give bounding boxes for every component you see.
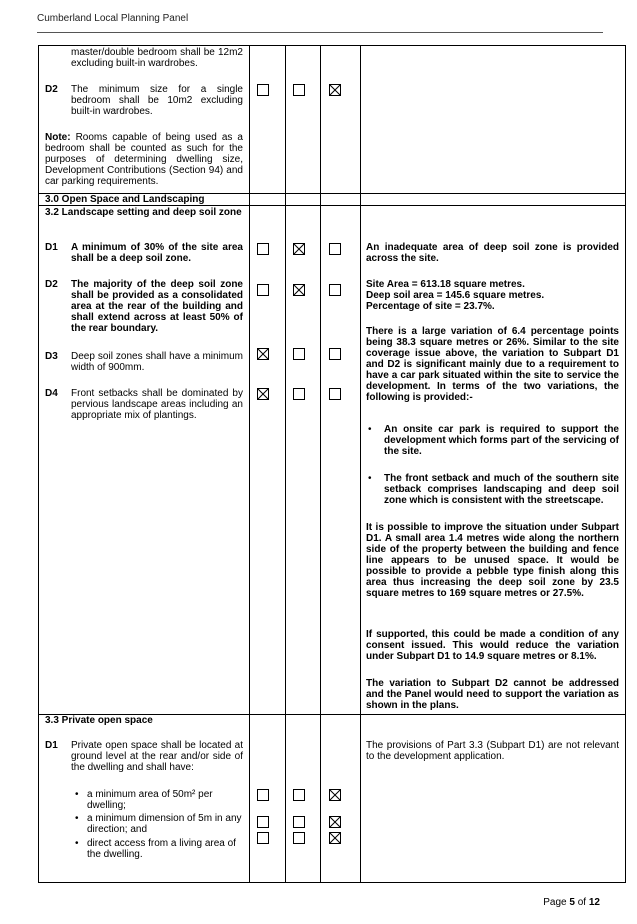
page-prefix: Page [543, 897, 567, 908]
bedroom-d2-id: D2 [45, 84, 58, 95]
checkbox-ls-d1-na[interactable] [329, 243, 341, 255]
pos-d1-id: D1 [45, 740, 58, 751]
ls-d3-text: Deep soil zones shall have a minimum width of 900mm. [71, 351, 243, 373]
checkbox-ls-d1-yes[interactable] [257, 243, 269, 255]
page-total: 12 [588, 897, 600, 908]
header-title: Cumberland Local Planning Panel [37, 13, 189, 24]
bullet-icon: • [75, 838, 79, 849]
bedroom-note [45, 132, 243, 187]
header-divider [37, 32, 603, 33]
note-label: Note: [45, 132, 71, 143]
ls-d1-id: D1 [45, 242, 58, 253]
comment-d2-variation: The variation to Subpart D2 cannot be addressed and the Panel would need to support the variation as shown in the plans. [366, 678, 619, 711]
comment-percentage: Percentage of site = 23.7%. [366, 301, 495, 312]
checkbox-pos-b2-yes[interactable] [257, 816, 269, 828]
ls-d4-text: Front setbacks shall be dominated by pervious landscape areas including an appropriate mix of plantings. [71, 388, 243, 421]
page-number [543, 897, 600, 908]
checkbox-ls-d2-no[interactable] [293, 284, 305, 296]
comment-inadequate: An inadequate area of deep soil zone is provided across the site. [366, 242, 619, 264]
col-divider [285, 46, 286, 882]
checkbox-ls-d3-yes[interactable] [257, 348, 269, 360]
checkbox-ls-d4-yes[interactable] [257, 388, 269, 400]
col-divider [320, 46, 321, 882]
comment-variation: There is a large variation of 6.4 percentage points being 38.3 square metres or 26%. Similar to the site coverage issue above, the variation to Subpart D1 and D2 is significant mainly due to a requirement to have a car park situated within the site to service the development. In terms of the two variations, the following is provided:- [366, 326, 619, 403]
comment-site-area: Site Area = 613.18 square metres. [366, 279, 525, 290]
pos-bullet-area: a minimum area of 50m² per dwelling; [87, 789, 213, 811]
bullet-icon: • [368, 473, 372, 484]
bullet-icon: • [368, 424, 372, 435]
comment-bullet-front-setback: The front setback and much of the southern site setback comprises landscaping and deep soil zone which is consistent with the streetscape. [384, 473, 619, 506]
row-divider [39, 205, 625, 206]
compliance-table [38, 45, 626, 883]
bedroom-d2-text: The minimum size for a single bedroom shall be 10m2 excluding built-in wardrobes. [71, 84, 243, 117]
comment-bullet-car-park: An onsite car park is required to support the development which forms part of the servicing of the site. [384, 424, 619, 457]
bullet-icon: • [75, 813, 79, 824]
col-divider [360, 46, 361, 882]
note-text: Rooms capable of being used as a bedroom shall be counted as such for the purposes of determining dwelling size, Development Contributions (Section 94) and car parking requirements. [45, 132, 243, 187]
bedroom-continuation-text: master/double bedroom shall be 12m2 excluding built-in wardrobes. [71, 47, 243, 69]
checkbox-bed-d2-yes[interactable] [257, 84, 269, 96]
ls-d4-id: D4 [45, 388, 58, 399]
pos-d1-text: Private open space shall be located at ground level at the rear and/or side of the dwelling and shall have: [71, 740, 243, 773]
pos-bullet-access: direct access from a living area of the dwelling. [87, 838, 236, 860]
checkbox-pos-b3-na[interactable] [329, 832, 341, 844]
ls-d2-id: D2 [45, 279, 58, 290]
comment-pos-not-relevant: The provisions of Part 3.3 (Subpart D1) are not relevant to the development application. [366, 740, 619, 762]
pos-bullet-dimension: a minimum dimension of 5m in any direction; and [87, 813, 242, 835]
checkbox-pos-b1-na[interactable] [329, 789, 341, 801]
checkbox-ls-d2-na[interactable] [329, 284, 341, 296]
checkbox-ls-d3-no[interactable] [293, 348, 305, 360]
section-3-3-heading: 3.3 Private open space [45, 715, 153, 726]
checkbox-ls-d2-yes[interactable] [257, 284, 269, 296]
ls-d3-id: D3 [45, 351, 58, 362]
checkbox-pos-b1-yes[interactable] [257, 789, 269, 801]
comment-deep-soil-area: Deep soil area = 145.6 square metres. [366, 290, 545, 301]
checkbox-bed-d2-na[interactable] [329, 84, 341, 96]
checkbox-pos-b3-yes[interactable] [257, 832, 269, 844]
checkbox-ls-d4-na[interactable] [329, 388, 341, 400]
ls-d1-text: A minimum of 30% of the site area shall be a deep soil zone. [71, 242, 243, 264]
checkbox-pos-b2-no[interactable] [293, 816, 305, 828]
checkbox-ls-d3-na[interactable] [329, 348, 341, 360]
checkbox-ls-d1-no[interactable] [293, 243, 305, 255]
ls-d2-text: The majority of the deep soil zone shall be provided as a consolidated area at the rear of the building and shall extend across at least 50% of the rear boundary. [71, 279, 243, 334]
checkbox-bed-d2-no[interactable] [293, 84, 305, 96]
section-3-2-heading: 3.2 Landscape setting and deep soil zone [45, 207, 242, 218]
comment-condition: If supported, this could be made a condition of any consent issued. This would reduce the variation under Subpart D1 to 14.9 square metres or 8.1%. [366, 629, 619, 662]
bullet-icon: • [75, 789, 79, 800]
checkbox-pos-b2-na[interactable] [329, 816, 341, 828]
checkbox-pos-b1-no[interactable] [293, 789, 305, 801]
checkbox-ls-d4-no[interactable] [293, 388, 305, 400]
col-divider [249, 46, 250, 882]
page-of: of [577, 897, 587, 908]
comment-improve: It is possible to improve the situation under Subpart D1. A small area 1.4 metres wide along the northern side of the property between the building and fence line appears to be unused space. It would be possible to provide a pebble type finish along this area thus increasing the deep soil zone by 23.5 square metres to 169 square metres or 27.5%. [366, 522, 619, 599]
section-3-0-heading: 3.0 Open Space and Landscaping [45, 194, 205, 205]
checkbox-pos-b3-no[interactable] [293, 832, 305, 844]
page-current: 5 [569, 897, 575, 908]
